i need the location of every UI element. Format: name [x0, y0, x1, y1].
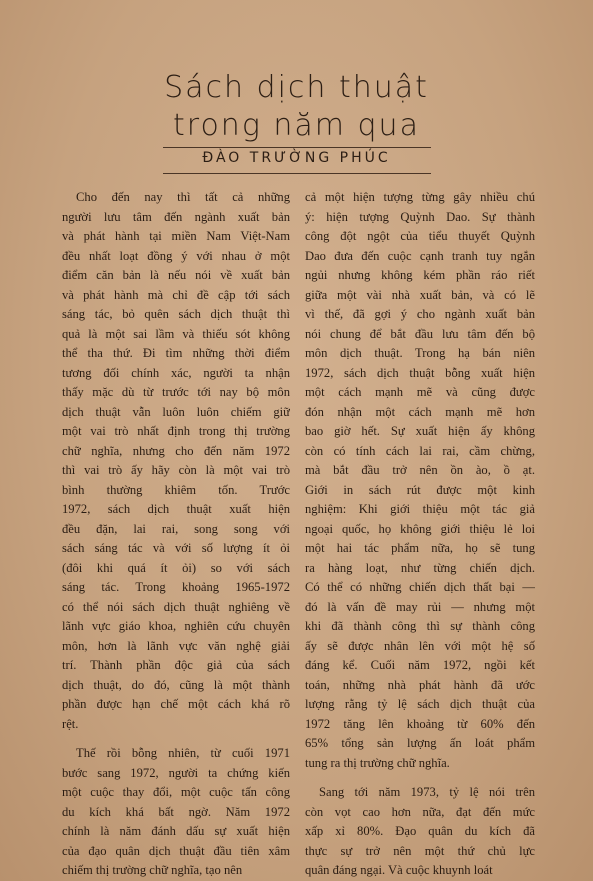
paragraph-gap [62, 734, 290, 744]
text-line: chính là năm đánh dấu sự xuất hiện [62, 824, 290, 838]
text-line: quân đáng ngại. Và cuộc khuynh loát [305, 863, 493, 877]
title-divider-top [163, 147, 431, 148]
article-title-line-1: Sách dịch thuật [164, 70, 429, 105]
text-line: một vai trò nhất định trong thị trường [62, 424, 290, 438]
text-line: trí. Thành phần độc giả của sách [62, 658, 290, 672]
text-line: thực sự trở nên một thứ chủ lực [305, 843, 535, 858]
text-line: thì vai trò ấy hãy còn là một vai trò [62, 463, 290, 477]
text-line: một hai tác phẩm nữa, họ sẽ tung [305, 541, 535, 555]
text-line: du kích khá bất ngờ. Năm 1972 [62, 804, 290, 819]
text-line: Dao đưa đến cuộc cạnh tranh tuy ngắn [305, 248, 535, 263]
text-line: 1972, sách dịch thuật bỗng xuất hiện [305, 365, 535, 380]
text-line: lãnh vực giáo khoa, nghiên cứu chuyên [62, 619, 290, 633]
text-line: Sang tới năm 1973, tỷ lệ nói trên [319, 785, 535, 799]
text-line: và phát hành mà chỉ đề cập tới sách [62, 287, 290, 302]
text-line: toán, những nhà phát hành đã ước [305, 677, 535, 692]
text-line: nghiệm: Khi giới thiệu một tác giả [305, 502, 535, 516]
text-line: đó là vấn đề may rủi — nhưng một [305, 599, 535, 614]
text-line: tung ra thị trường chữ nghĩa. [305, 755, 450, 770]
text-line: thấy mặc dù từ trước tới nay bộ môn [62, 385, 290, 399]
text-line: 1972 tăng lên khoảng từ 60% đến [305, 716, 535, 731]
text-line: Thế rồi bỗng nhiên, từ cuối 1971 [76, 746, 290, 760]
article-title-line-2: trong năm qua [173, 108, 420, 143]
text-line: Giới in sách rút được một kinh [305, 482, 535, 497]
text-line: sách sáng tác và với số lượng ít ỏi [62, 541, 290, 555]
text-line: Cho đến nay thì tất cả những [76, 190, 290, 204]
text-line: còn vọt cao hơn nữa, đạt đến mức [305, 804, 535, 819]
text-line: ngủi nhưng không kém phần ráo riết [305, 268, 535, 282]
text-line: (đôi khi quá ít ỏi) so với sách [62, 560, 290, 575]
text-line: có thể nói sách dịch thuật nghiêng về [62, 599, 290, 614]
text-line: nói chung để bắt đầu lưu tâm đến bộ [305, 326, 535, 341]
paragraph-gap [305, 773, 535, 783]
text-line: vì thế, đã gợi ý cho ngành xuất bản [305, 307, 535, 321]
text-line: thể tha thứ. Đi tìm những thời điểm [62, 346, 290, 360]
text-line: sáng tác. Trong khoảng 1965-1972 [62, 580, 290, 594]
text-line: đều nhất loạt đồng ý với nhau ở một [62, 248, 290, 263]
text-line: sáng tác, bỏ quên sách dịch thuật thì [62, 307, 290, 321]
text-line: tương đối chính xác, người ta nhận [62, 365, 290, 380]
text-line: của đạo quân dịch thuật đầu tiên xâm [62, 843, 290, 858]
text-line: còn có tính cách lai rai, cầm chừng, [305, 443, 535, 458]
text-line: mà bắt đầu trở nên ồn ào, ồ ạt. [305, 463, 535, 477]
text-line: và phát hành tại miền Nam Việt-Nam [62, 229, 290, 243]
text-line: đều đặn, lai rai, song song với [62, 521, 290, 536]
text-line: rệt. [62, 716, 79, 731]
text-line: phần được hạn chế một cách khá rõ [62, 697, 290, 711]
text-line: bao giờ hết. Sự xuất hiện ấy không [305, 424, 535, 438]
title-divider-bottom [163, 173, 431, 174]
text-line: cả một hiện tượng từng gây nhiều chú [305, 190, 535, 204]
text-line: dịch thuật, do đó, cũng là một thành [62, 677, 290, 692]
text-line: xấp xỉ 80%. Đạo quân du kích đã [305, 824, 535, 838]
text-line: môn, hơn là lãnh vực văn nghệ giải [62, 638, 290, 653]
article-column-right [305, 188, 535, 881]
text-line: Có thể có những chiến dịch thất bại — [305, 580, 535, 594]
article-column-left [62, 188, 290, 881]
text-line: quả là một sai lầm và thiếu sót không [62, 326, 290, 341]
text-line: dịch thuật vẫn luôn luôn chiếm giữ [62, 404, 290, 419]
article-author: ĐÀO TRƯỜNG PHÚC [202, 150, 391, 166]
text-line: lượng rằng tỷ lệ sách dịch thuật của [305, 697, 535, 711]
text-line: một cách mạnh mẽ và cũng được [305, 385, 535, 399]
text-line: 1972, sách dịch thuật xuất hiện [62, 502, 290, 516]
text-line: ý: hiện tượng Quỳnh Dao. Sự thành [305, 209, 535, 224]
text-line: một cuộc thay đổi, một cuộc tấn công [62, 785, 290, 799]
text-line: điểm căn bản là nếu nói về xuất bản [62, 268, 290, 282]
text-line: đón nhận một cách mạnh mẽ hơn [305, 404, 535, 419]
text-line: ngoại quốc, họ không giới thiệu lẻ loi [305, 521, 535, 536]
text-line: người lưu tâm đến ngành xuất bản [62, 209, 290, 224]
text-line: chiếm thị trường chữ nghĩa, tạo nên [62, 863, 243, 877]
text-line: chữ nghĩa, nhưng cho đến năm 1972 [62, 443, 290, 458]
text-line: bước sang 1972, người ta chứng kiến [62, 765, 290, 780]
text-line: công đột ngột của tiểu thuyết Quỳnh [305, 229, 535, 243]
text-line: ra hàng loạt, như từng chiến dịch. [305, 560, 535, 575]
text-line: môn dịch thuật. Trong hạ bán niên [305, 346, 535, 360]
text-line: 65% tổng sản lượng ấn loát phẩm [305, 736, 535, 750]
text-line: khi đã thành công thì sự thành công [305, 619, 535, 633]
text-line: giữa một vài nhà xuất bản, và có lẽ [305, 287, 535, 302]
text-line: bình thường khiêm tốn. Trước [62, 482, 290, 497]
text-line: ấy sẽ được nhân lên với một hệ số [305, 638, 535, 653]
text-line: đáng kể. Cuối năm 1972, ngồi kết [305, 658, 535, 672]
